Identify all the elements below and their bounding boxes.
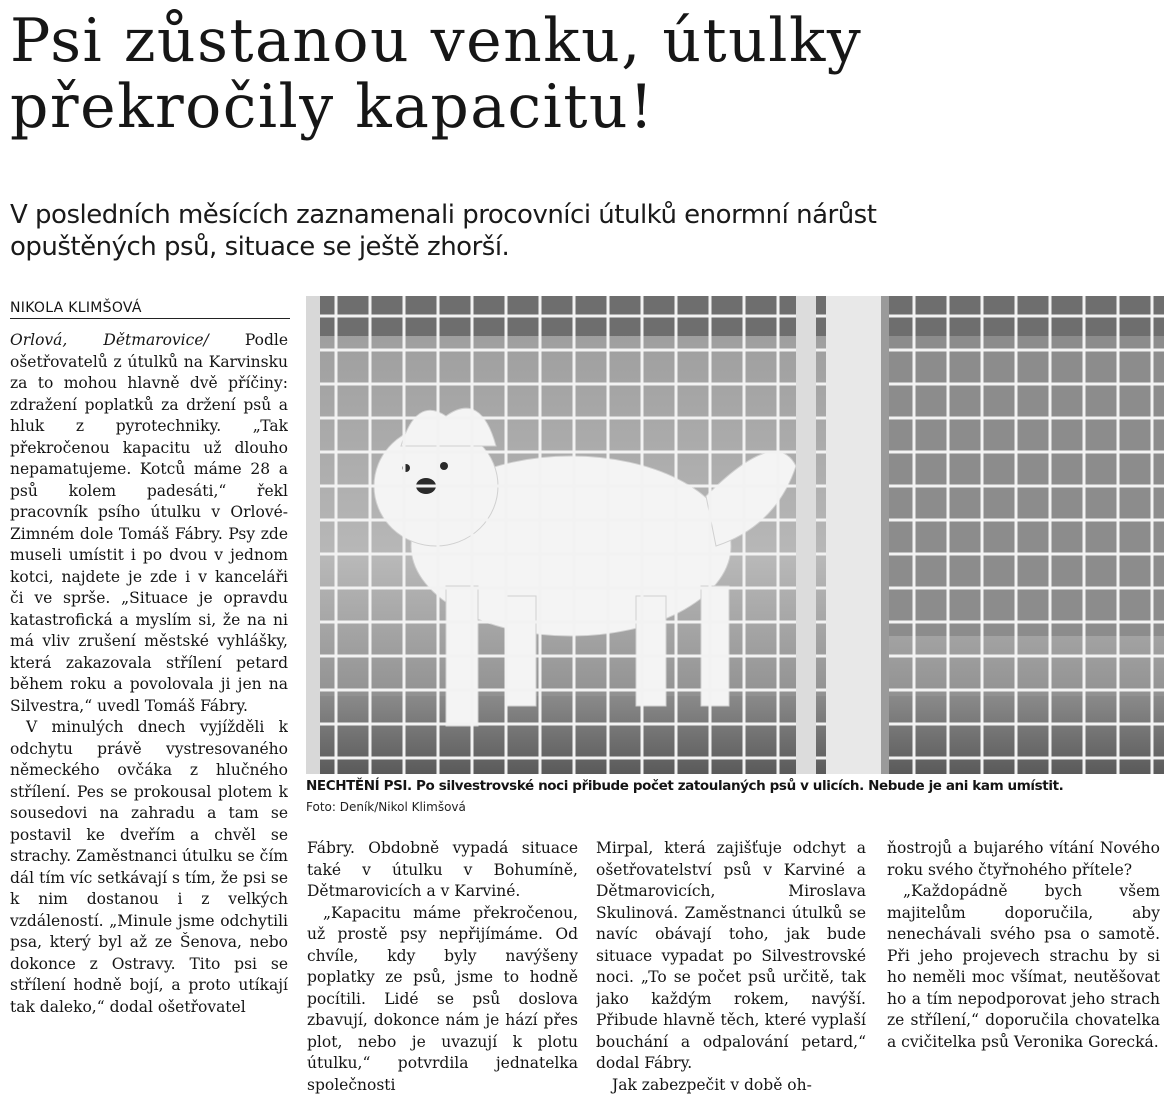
paragraph: Mirpal, která zajišťuje odchyt a ošetřovatelství psů v Karviné a Dětmarovicích, Miroslava Skulinová. Zaměstnanci útulků se navíc obávají toho, jak bude situace vypadat po Silvestrovské noci. „To se počet psů určitě, tak jako každým rokem, navýší. Přibude hlavně těch, které vyplaší bouchání a odpalování petard,“ dodal Fábry. (596, 839, 866, 1072)
dateline: Orlová, Dětmarovice/ (10, 331, 209, 349)
article-column-2 (307, 838, 578, 1112)
headline: Psi zůstanou venku, útulky překročily kapacitu! (10, 6, 863, 142)
photo-credit: Foto: Deník/Nikol Klimšová (306, 800, 466, 814)
article-column-4 (887, 838, 1160, 1112)
paragraph: ňostrojů a bujarého vítání Nového roku svého čtyřnohého přítele? (887, 839, 1160, 879)
byline: NIKOLA KLIMŠOVÁ (10, 300, 290, 319)
paragraph (10, 330, 288, 717)
paragraph: „Kapacitu máme překročenou, už prostě psy nepřijímáme. Od chvíle, kdy byly navýšeny poplatky ze psů, jsme to hodně pocítili. Lidé se psů doslova zbavují, dokonce nám je hází přes plot, nebo je uvazují k plotu útulku,“ potvrdila jednatelka společnosti (307, 903, 578, 1094)
paragraph-text: Podle ošetřovatelů z útulků na Karvinsku za to mohou hlavně dvě příčiny: zdražení poplatků za držení psů a hluk z pyrotechniky. „Tak překročenou kapacitu už dlouho nepamatujeme. Kotců máme 28 a psů kolem padesáti,“ řekl pracovník psího útulku v Orlové-Zimném dole Tomáš Fábry. Psy zde museli umístit i po dvou v jednom kotci, najdete je zde i v kanceláři či ve sprše. „Situace je opravdu katastrofická a myslím si, že na ni má vliv zrušení městské vyhlášky, která zakazovala střílení petard během roku a povolovala ji jen na Silvestra,“ uvedl Tomáš Fábry. (10, 331, 288, 715)
article-column-1 (10, 330, 288, 1112)
paragraph: V minulých dnech vyjížděli k odchytu právě vystresovaného německého ovčáka z hlučného střílení. Pes se prokousal plotem k sousedovi na zahradu a tam se postavil ke dveřím a chvěl se strachy. Zaměstnanci útulku se čím dál tím víc setkávají s tím, že psi se k nim dostanou i z velkých vzdáleností. „Minule jsme odchytili psa, který byl až ze Šenova, nebo dokonce z Ostravy. Tito psi se střílení hodně bojí, a proto utíkají tak daleko,“ dodal ošetřovatel (10, 718, 288, 1016)
photo-dog-in-kennel (306, 296, 1164, 774)
subtitle: V posledních měsících zaznamenali procovníci útulků enormní nárůst opuštěných psů, situace se ještě zhorší. (10, 200, 877, 262)
kennel-illustration (306, 296, 1164, 774)
paragraph: Jak zabezpečit v době oh- (612, 1075, 812, 1094)
photo-caption (306, 778, 1166, 794)
caption-text: Po silvestrovské noci přibude počet zatoulaných psů v ulicích. Nebude je ani kam umístit. (411, 778, 1064, 794)
caption-lead: NECHTĚNÍ PSI. (306, 778, 412, 794)
article-column-3 (596, 838, 866, 1112)
paragraph: Fábry. Obdobně vypadá situace také v útulku v Bohumíně, Dětmarovicích a v Karviné. (307, 839, 578, 900)
paragraph: „Každopádně bych všem majitelům doporučila, aby nenechávali svého psa o samotě. Při jeho projevech strachu by si ho neměli moc všímat, neutěšovat ho a tím nepodporovat jeho strach ze střílení,“ doporučila chovatelka a cvičitelka psů Veronika Gorecká. (887, 882, 1160, 1051)
